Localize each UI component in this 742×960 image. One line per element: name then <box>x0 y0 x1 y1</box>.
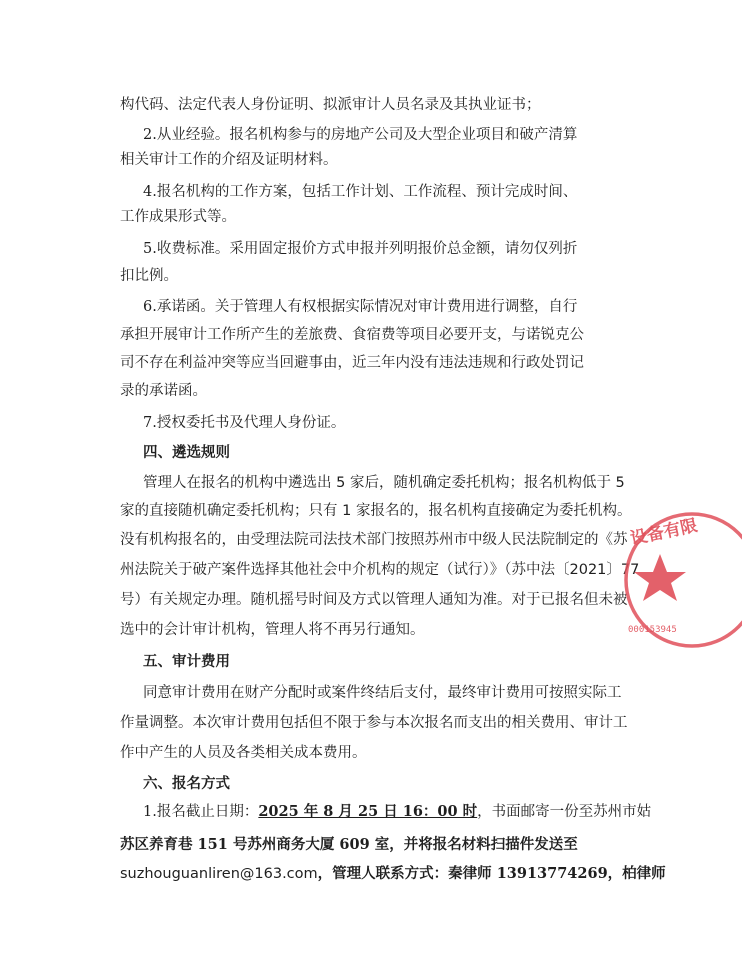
text-line: 选中的会计审计机构，管理人将不再另行通知。 <box>120 622 425 638</box>
text-line: 家的直接随机确定委托机构；只有 1 家报名的，报名机构直接确定为委托机构。 <box>120 503 632 519</box>
text-line: 5.收费标准。采用固定报价方式申报并列明报价总金额，请勿仅列折 <box>143 241 578 257</box>
text-line: 作量调整。本次审计费用包括但不限于参与本次报名而支出的相关费用、审计工 <box>120 715 628 731</box>
svg-text:000153945: 000153945 <box>628 625 677 635</box>
text-line: 作中产生的人员及各类相关成本费用。 <box>120 745 367 761</box>
section-heading: 四、遴选规则 <box>143 444 230 461</box>
text-line <box>143 802 651 822</box>
text-line: 承担开展审计工作所产生的差旅费、食宿费等项目必要开支，与诺锐克公 <box>120 327 584 343</box>
company-seal-stamp <box>622 508 742 658</box>
deadline-label: 1.报名截止日期： <box>143 804 259 820</box>
section-heading: 五、审计费用 <box>143 653 230 670</box>
contact-email: suzhouguanliren@163.com <box>120 866 318 882</box>
text-line: 工作成果形式等。 <box>120 209 236 225</box>
mailing-instruction: ，书面邮寄一份至苏州市姑 <box>477 804 652 820</box>
text-line: 4.报名机构的工作方案，包括工作计划、工作流程、预计完成时间、 <box>143 184 578 200</box>
text-line: 录的承诺函。 <box>120 383 207 399</box>
text-line: 号）有关规定办理。随机摇号时间及方式以管理人通知为准。对于已报名但未被 <box>120 592 628 608</box>
text-line: 相关审计工作的介绍及证明材料。 <box>120 152 338 168</box>
text-line: 2.从业经验。报名机构参与的房地产公司及大型企业项目和破产清算 <box>143 127 578 143</box>
text-line: 同意审计费用在财产分配时或案件终结后支付，最终审计费用可按照实际工 <box>143 685 622 701</box>
contact-phones: ，管理人联系方式：秦律师 13913774269，柏律师 <box>317 865 666 882</box>
text-line: 司不存在利益冲突等应当回避事由，近三年内没有违法违规和行政处罚记 <box>120 355 584 371</box>
address-line: 苏区养育巷 151 号苏州商务大厦 609 室，并将报名材料扫描件发送至 <box>120 836 578 853</box>
text-line: 没有机构报名的，由受理法院司法技术部门按照苏州市中级人民法院制定的《苏 <box>120 532 628 548</box>
svg-text:设备有限: 设备有限 <box>628 515 700 550</box>
deadline-date: 2025 年 8 月 25 日 16：00 时 <box>258 803 478 820</box>
text-line: 扣比例。 <box>120 268 178 284</box>
text-line: 管理人在报名的机构中遴选出 5 家后，随机确定委托机构；报名机构低于 5 <box>143 475 625 491</box>
text-line <box>120 864 666 884</box>
section-heading: 六、报名方式 <box>143 775 230 792</box>
text-line: 6.承诺函。关于管理人有权根据实际情况对审计费用进行调整，自行 <box>143 299 578 315</box>
text-line: 7.授权委托书及代理人身份证。 <box>143 415 346 431</box>
text-line: 构代码、法定代表人身份证明、拟派审计人员名录及其执业证书； <box>120 97 541 113</box>
text-line: 州法院关于破产案件选择其他社会中介机构的规定（试行）》（苏中法〔2021〕77 <box>120 562 640 578</box>
